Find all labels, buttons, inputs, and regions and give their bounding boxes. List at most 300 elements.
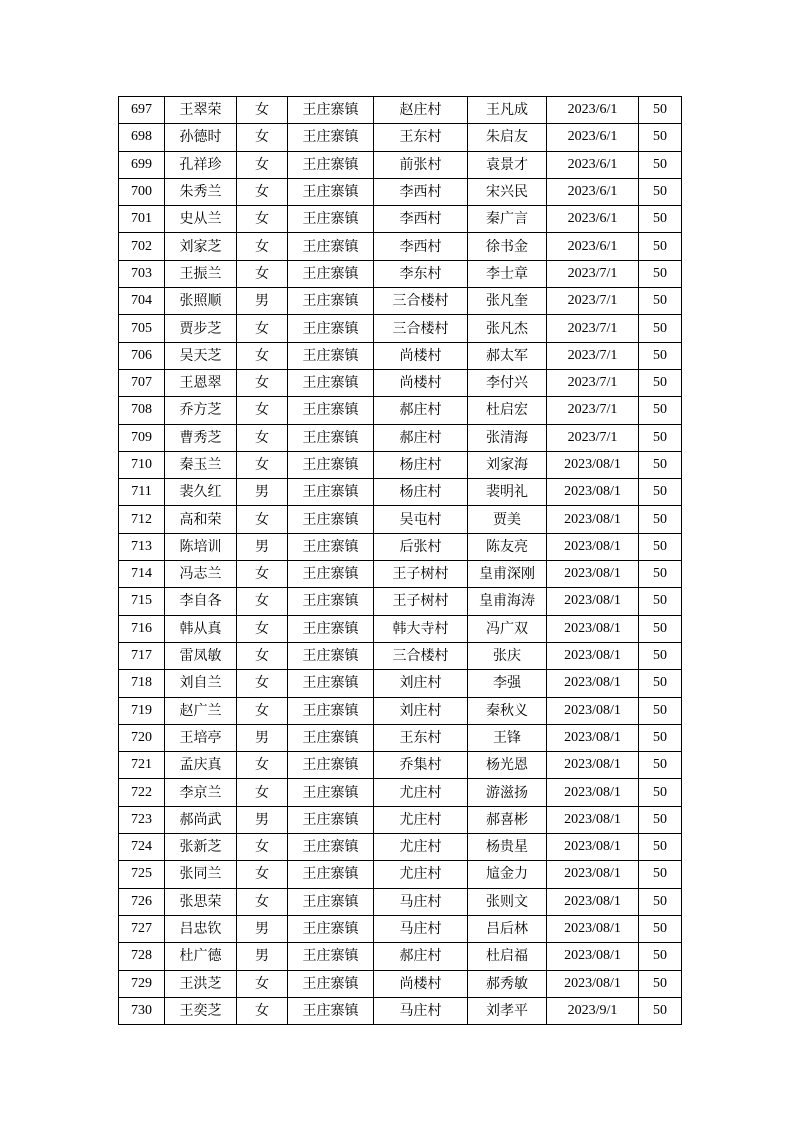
serial-number-cell: 708 [119, 397, 165, 424]
date-cell: 2023/08/1 [547, 451, 639, 478]
guardian-cell: 宋兴民 [468, 178, 547, 205]
serial-number-cell: 729 [119, 970, 165, 997]
township-cell: 王庄寨镇 [288, 233, 374, 260]
amount-cell: 50 [639, 915, 682, 942]
table-row [119, 315, 682, 342]
township-cell: 王庄寨镇 [288, 724, 374, 751]
township-cell: 王庄寨镇 [288, 397, 374, 424]
guardian-cell: 郝太军 [468, 342, 547, 369]
village-cell: 三合楼村 [374, 315, 468, 342]
gender-cell: 女 [237, 124, 288, 151]
guardian-cell: 冯广双 [468, 615, 547, 642]
guardian-cell: 皇甫海涛 [468, 588, 547, 615]
village-cell: 李东村 [374, 260, 468, 287]
serial-number-cell: 714 [119, 561, 165, 588]
village-cell: 尤庄村 [374, 834, 468, 861]
village-cell: 马庄村 [374, 915, 468, 942]
gender-cell: 女 [237, 588, 288, 615]
guardian-cell: 李付兴 [468, 369, 547, 396]
name-cell: 韩从真 [165, 615, 237, 642]
gender-cell: 女 [237, 861, 288, 888]
serial-number-cell: 720 [119, 724, 165, 751]
gender-cell: 女 [237, 233, 288, 260]
amount-cell: 50 [639, 943, 682, 970]
serial-number-cell: 724 [119, 834, 165, 861]
table-row [119, 233, 682, 260]
guardian-cell: 訄金力 [468, 861, 547, 888]
gender-cell: 男 [237, 724, 288, 751]
table-row [119, 779, 682, 806]
table-row [119, 970, 682, 997]
name-cell: 乔方芝 [165, 397, 237, 424]
township-cell: 王庄寨镇 [288, 588, 374, 615]
name-cell: 王翠荣 [165, 97, 237, 124]
amount-cell: 50 [639, 315, 682, 342]
guardian-cell: 皇甫深刚 [468, 561, 547, 588]
guardian-cell: 吕后林 [468, 915, 547, 942]
gender-cell: 女 [237, 834, 288, 861]
name-cell: 雷凤敏 [165, 642, 237, 669]
village-cell: 王东村 [374, 724, 468, 751]
guardian-cell: 朱启友 [468, 124, 547, 151]
date-cell: 2023/08/1 [547, 588, 639, 615]
serial-number-cell: 715 [119, 588, 165, 615]
serial-number-cell: 727 [119, 915, 165, 942]
roster-body [119, 97, 682, 1025]
gender-cell: 女 [237, 151, 288, 178]
gender-cell: 男 [237, 533, 288, 560]
guardian-cell: 郝秀敏 [468, 970, 547, 997]
village-cell: 前张村 [374, 151, 468, 178]
table-row [119, 206, 682, 233]
village-cell: 王东村 [374, 124, 468, 151]
name-cell: 陈培训 [165, 533, 237, 560]
gender-cell: 女 [237, 451, 288, 478]
date-cell: 2023/08/1 [547, 806, 639, 833]
table-row [119, 397, 682, 424]
gender-cell: 女 [237, 670, 288, 697]
guardian-cell: 秦广言 [468, 206, 547, 233]
serial-number-cell: 703 [119, 260, 165, 287]
name-cell: 王洪芝 [165, 970, 237, 997]
gender-cell: 女 [237, 615, 288, 642]
gender-cell: 男 [237, 806, 288, 833]
township-cell: 王庄寨镇 [288, 479, 374, 506]
guardian-cell: 张凡杰 [468, 315, 547, 342]
village-cell: 尤庄村 [374, 861, 468, 888]
name-cell: 张思荣 [165, 888, 237, 915]
serial-number-cell: 712 [119, 506, 165, 533]
township-cell: 王庄寨镇 [288, 642, 374, 669]
table-row [119, 342, 682, 369]
date-cell: 2023/7/1 [547, 342, 639, 369]
name-cell: 张新芝 [165, 834, 237, 861]
village-cell: 赵庄村 [374, 97, 468, 124]
name-cell: 贾步芝 [165, 315, 237, 342]
gender-cell: 女 [237, 206, 288, 233]
date-cell: 2023/6/1 [547, 233, 639, 260]
date-cell: 2023/7/1 [547, 397, 639, 424]
township-cell: 王庄寨镇 [288, 260, 374, 287]
serial-number-cell: 698 [119, 124, 165, 151]
table-row [119, 151, 682, 178]
date-cell: 2023/08/1 [547, 943, 639, 970]
village-cell: 杨庄村 [374, 451, 468, 478]
table-row [119, 506, 682, 533]
township-cell: 王庄寨镇 [288, 670, 374, 697]
name-cell: 刘自兰 [165, 670, 237, 697]
gender-cell: 女 [237, 752, 288, 779]
serial-number-cell: 710 [119, 451, 165, 478]
table-row [119, 97, 682, 124]
name-cell: 史从兰 [165, 206, 237, 233]
name-cell: 裴久红 [165, 479, 237, 506]
name-cell: 王奕芝 [165, 997, 237, 1024]
name-cell: 杜广德 [165, 943, 237, 970]
gender-cell: 女 [237, 561, 288, 588]
serial-number-cell: 718 [119, 670, 165, 697]
date-cell: 2023/08/1 [547, 724, 639, 751]
table-row [119, 752, 682, 779]
gender-cell: 女 [237, 779, 288, 806]
guardian-cell: 张则文 [468, 888, 547, 915]
village-cell: 三合楼村 [374, 642, 468, 669]
township-cell: 王庄寨镇 [288, 533, 374, 560]
amount-cell: 50 [639, 178, 682, 205]
name-cell: 李京兰 [165, 779, 237, 806]
roster-table [118, 96, 682, 1025]
amount-cell: 50 [639, 642, 682, 669]
village-cell: 尚楼村 [374, 342, 468, 369]
name-cell: 王振兰 [165, 260, 237, 287]
serial-number-cell: 713 [119, 533, 165, 560]
name-cell: 朱秀兰 [165, 178, 237, 205]
date-cell: 2023/08/1 [547, 479, 639, 506]
village-cell: 尚楼村 [374, 369, 468, 396]
table-row [119, 288, 682, 315]
date-cell: 2023/7/1 [547, 369, 639, 396]
name-cell: 郝尚武 [165, 806, 237, 833]
name-cell: 吕忠钦 [165, 915, 237, 942]
amount-cell: 50 [639, 752, 682, 779]
amount-cell: 50 [639, 670, 682, 697]
name-cell: 赵广兰 [165, 697, 237, 724]
guardian-cell: 郝喜彬 [468, 806, 547, 833]
village-cell: 郝庄村 [374, 943, 468, 970]
serial-number-cell: 730 [119, 997, 165, 1024]
name-cell: 秦玉兰 [165, 451, 237, 478]
serial-number-cell: 704 [119, 288, 165, 315]
date-cell: 2023/08/1 [547, 533, 639, 560]
guardian-cell: 王凡成 [468, 97, 547, 124]
gender-cell: 女 [237, 642, 288, 669]
amount-cell: 50 [639, 561, 682, 588]
guardian-cell: 陈友亮 [468, 533, 547, 560]
village-cell: 乔集村 [374, 752, 468, 779]
date-cell: 2023/6/1 [547, 97, 639, 124]
village-cell: 李西村 [374, 178, 468, 205]
table-row [119, 697, 682, 724]
township-cell: 王庄寨镇 [288, 288, 374, 315]
gender-cell: 男 [237, 915, 288, 942]
name-cell: 孔祥珍 [165, 151, 237, 178]
township-cell: 王庄寨镇 [288, 342, 374, 369]
date-cell: 2023/7/1 [547, 424, 639, 451]
amount-cell: 50 [639, 615, 682, 642]
date-cell: 2023/6/1 [547, 178, 639, 205]
table-row [119, 915, 682, 942]
serial-number-cell: 716 [119, 615, 165, 642]
serial-number-cell: 725 [119, 861, 165, 888]
table-row [119, 533, 682, 560]
name-cell: 张同兰 [165, 861, 237, 888]
guardian-cell: 秦秋义 [468, 697, 547, 724]
table-row [119, 260, 682, 287]
table-row [119, 424, 682, 451]
village-cell: 马庄村 [374, 888, 468, 915]
gender-cell: 女 [237, 369, 288, 396]
date-cell: 2023/7/1 [547, 315, 639, 342]
village-cell: 王子树村 [374, 561, 468, 588]
table-row [119, 561, 682, 588]
date-cell: 2023/7/1 [547, 288, 639, 315]
table-row [119, 124, 682, 151]
amount-cell: 50 [639, 206, 682, 233]
amount-cell: 50 [639, 997, 682, 1024]
township-cell: 王庄寨镇 [288, 369, 374, 396]
table-row [119, 178, 682, 205]
amount-cell: 50 [639, 806, 682, 833]
date-cell: 2023/6/1 [547, 151, 639, 178]
name-cell: 孙德时 [165, 124, 237, 151]
serial-number-cell: 702 [119, 233, 165, 260]
amount-cell: 50 [639, 424, 682, 451]
gender-cell: 女 [237, 424, 288, 451]
name-cell: 高和荣 [165, 506, 237, 533]
village-cell: 尚楼村 [374, 970, 468, 997]
township-cell: 王庄寨镇 [288, 806, 374, 833]
village-cell: 郝庄村 [374, 397, 468, 424]
table-row [119, 615, 682, 642]
gender-cell: 女 [237, 342, 288, 369]
gender-cell: 男 [237, 479, 288, 506]
township-cell: 王庄寨镇 [288, 561, 374, 588]
date-cell: 2023/08/1 [547, 970, 639, 997]
amount-cell: 50 [639, 861, 682, 888]
township-cell: 王庄寨镇 [288, 97, 374, 124]
name-cell: 孟庆真 [165, 752, 237, 779]
village-cell: 尤庄村 [374, 779, 468, 806]
gender-cell: 女 [237, 888, 288, 915]
table-row [119, 724, 682, 751]
table-row [119, 997, 682, 1024]
date-cell: 2023/08/1 [547, 561, 639, 588]
gender-cell: 女 [237, 397, 288, 424]
table-row [119, 479, 682, 506]
table-row [119, 888, 682, 915]
serial-number-cell: 705 [119, 315, 165, 342]
amount-cell: 50 [639, 288, 682, 315]
date-cell: 2023/08/1 [547, 752, 639, 779]
amount-cell: 50 [639, 779, 682, 806]
date-cell: 2023/9/1 [547, 997, 639, 1024]
gender-cell: 女 [237, 178, 288, 205]
date-cell: 2023/08/1 [547, 779, 639, 806]
serial-number-cell: 706 [119, 342, 165, 369]
gender-cell: 女 [237, 506, 288, 533]
name-cell: 张照顺 [165, 288, 237, 315]
township-cell: 王庄寨镇 [288, 615, 374, 642]
guardian-cell: 王锋 [468, 724, 547, 751]
village-cell: 杨庄村 [374, 479, 468, 506]
village-cell: 后张村 [374, 533, 468, 560]
guardian-cell: 杨贵星 [468, 834, 547, 861]
amount-cell: 50 [639, 124, 682, 151]
township-cell: 王庄寨镇 [288, 997, 374, 1024]
table-row [119, 369, 682, 396]
gender-cell: 女 [237, 260, 288, 287]
amount-cell: 50 [639, 588, 682, 615]
township-cell: 王庄寨镇 [288, 451, 374, 478]
amount-cell: 50 [639, 260, 682, 287]
amount-cell: 50 [639, 369, 682, 396]
village-cell: 三合楼村 [374, 288, 468, 315]
village-cell: 李西村 [374, 206, 468, 233]
township-cell: 王庄寨镇 [288, 315, 374, 342]
township-cell: 王庄寨镇 [288, 834, 374, 861]
date-cell: 2023/08/1 [547, 670, 639, 697]
date-cell: 2023/08/1 [547, 861, 639, 888]
guardian-cell: 杨光恩 [468, 752, 547, 779]
village-cell: 刘庄村 [374, 670, 468, 697]
serial-number-cell: 709 [119, 424, 165, 451]
guardian-cell: 张凡奎 [468, 288, 547, 315]
gender-cell: 女 [237, 315, 288, 342]
name-cell: 王培亭 [165, 724, 237, 751]
date-cell: 2023/08/1 [547, 888, 639, 915]
name-cell: 曹秀芝 [165, 424, 237, 451]
guardian-cell: 游滋扬 [468, 779, 547, 806]
township-cell: 王庄寨镇 [288, 178, 374, 205]
guardian-cell: 徐书金 [468, 233, 547, 260]
date-cell: 2023/6/1 [547, 206, 639, 233]
amount-cell: 50 [639, 970, 682, 997]
guardian-cell: 杜启宏 [468, 397, 547, 424]
guardian-cell: 刘家海 [468, 451, 547, 478]
serial-number-cell: 700 [119, 178, 165, 205]
serial-number-cell: 728 [119, 943, 165, 970]
gender-cell: 男 [237, 943, 288, 970]
township-cell: 王庄寨镇 [288, 697, 374, 724]
village-cell: 韩大寺村 [374, 615, 468, 642]
amount-cell: 50 [639, 233, 682, 260]
amount-cell: 50 [639, 697, 682, 724]
serial-number-cell: 717 [119, 642, 165, 669]
amount-cell: 50 [639, 342, 682, 369]
serial-number-cell: 699 [119, 151, 165, 178]
village-cell: 郝庄村 [374, 424, 468, 451]
village-cell: 尤庄村 [374, 806, 468, 833]
serial-number-cell: 719 [119, 697, 165, 724]
amount-cell: 50 [639, 151, 682, 178]
amount-cell: 50 [639, 533, 682, 560]
guardian-cell: 贾美 [468, 506, 547, 533]
date-cell: 2023/08/1 [547, 697, 639, 724]
serial-number-cell: 697 [119, 97, 165, 124]
serial-number-cell: 711 [119, 479, 165, 506]
guardian-cell: 李强 [468, 670, 547, 697]
table-row [119, 834, 682, 861]
gender-cell: 女 [237, 697, 288, 724]
amount-cell: 50 [639, 397, 682, 424]
guardian-cell: 刘孝平 [468, 997, 547, 1024]
township-cell: 王庄寨镇 [288, 970, 374, 997]
amount-cell: 50 [639, 724, 682, 751]
serial-number-cell: 701 [119, 206, 165, 233]
table-row [119, 451, 682, 478]
amount-cell: 50 [639, 506, 682, 533]
gender-cell: 男 [237, 288, 288, 315]
name-cell: 李自各 [165, 588, 237, 615]
guardian-cell: 李士章 [468, 260, 547, 287]
table-row [119, 670, 682, 697]
amount-cell: 50 [639, 834, 682, 861]
table-row [119, 642, 682, 669]
guardian-cell: 张庆 [468, 642, 547, 669]
village-cell: 马庄村 [374, 997, 468, 1024]
village-cell: 王子树村 [374, 588, 468, 615]
village-cell: 刘庄村 [374, 697, 468, 724]
table-row [119, 861, 682, 888]
township-cell: 王庄寨镇 [288, 206, 374, 233]
table-row [119, 806, 682, 833]
date-cell: 2023/08/1 [547, 642, 639, 669]
date-cell: 2023/6/1 [547, 124, 639, 151]
township-cell: 王庄寨镇 [288, 861, 374, 888]
gender-cell: 女 [237, 97, 288, 124]
township-cell: 王庄寨镇 [288, 779, 374, 806]
name-cell: 刘家芝 [165, 233, 237, 260]
township-cell: 王庄寨镇 [288, 151, 374, 178]
village-cell: 李西村 [374, 233, 468, 260]
name-cell: 冯志兰 [165, 561, 237, 588]
guardian-cell: 张清海 [468, 424, 547, 451]
township-cell: 王庄寨镇 [288, 506, 374, 533]
township-cell: 王庄寨镇 [288, 424, 374, 451]
amount-cell: 50 [639, 97, 682, 124]
guardian-cell: 袁景才 [468, 151, 547, 178]
guardian-cell: 裴明礼 [468, 479, 547, 506]
gender-cell: 女 [237, 970, 288, 997]
amount-cell: 50 [639, 479, 682, 506]
township-cell: 王庄寨镇 [288, 752, 374, 779]
date-cell: 2023/08/1 [547, 834, 639, 861]
township-cell: 王庄寨镇 [288, 943, 374, 970]
date-cell: 2023/08/1 [547, 915, 639, 942]
serial-number-cell: 723 [119, 806, 165, 833]
serial-number-cell: 722 [119, 779, 165, 806]
date-cell: 2023/08/1 [547, 506, 639, 533]
serial-number-cell: 707 [119, 369, 165, 396]
guardian-cell: 杜启福 [468, 943, 547, 970]
amount-cell: 50 [639, 888, 682, 915]
name-cell: 吴天芝 [165, 342, 237, 369]
serial-number-cell: 721 [119, 752, 165, 779]
table-row [119, 588, 682, 615]
date-cell: 2023/08/1 [547, 615, 639, 642]
village-cell: 吴屯村 [374, 506, 468, 533]
table-row [119, 943, 682, 970]
